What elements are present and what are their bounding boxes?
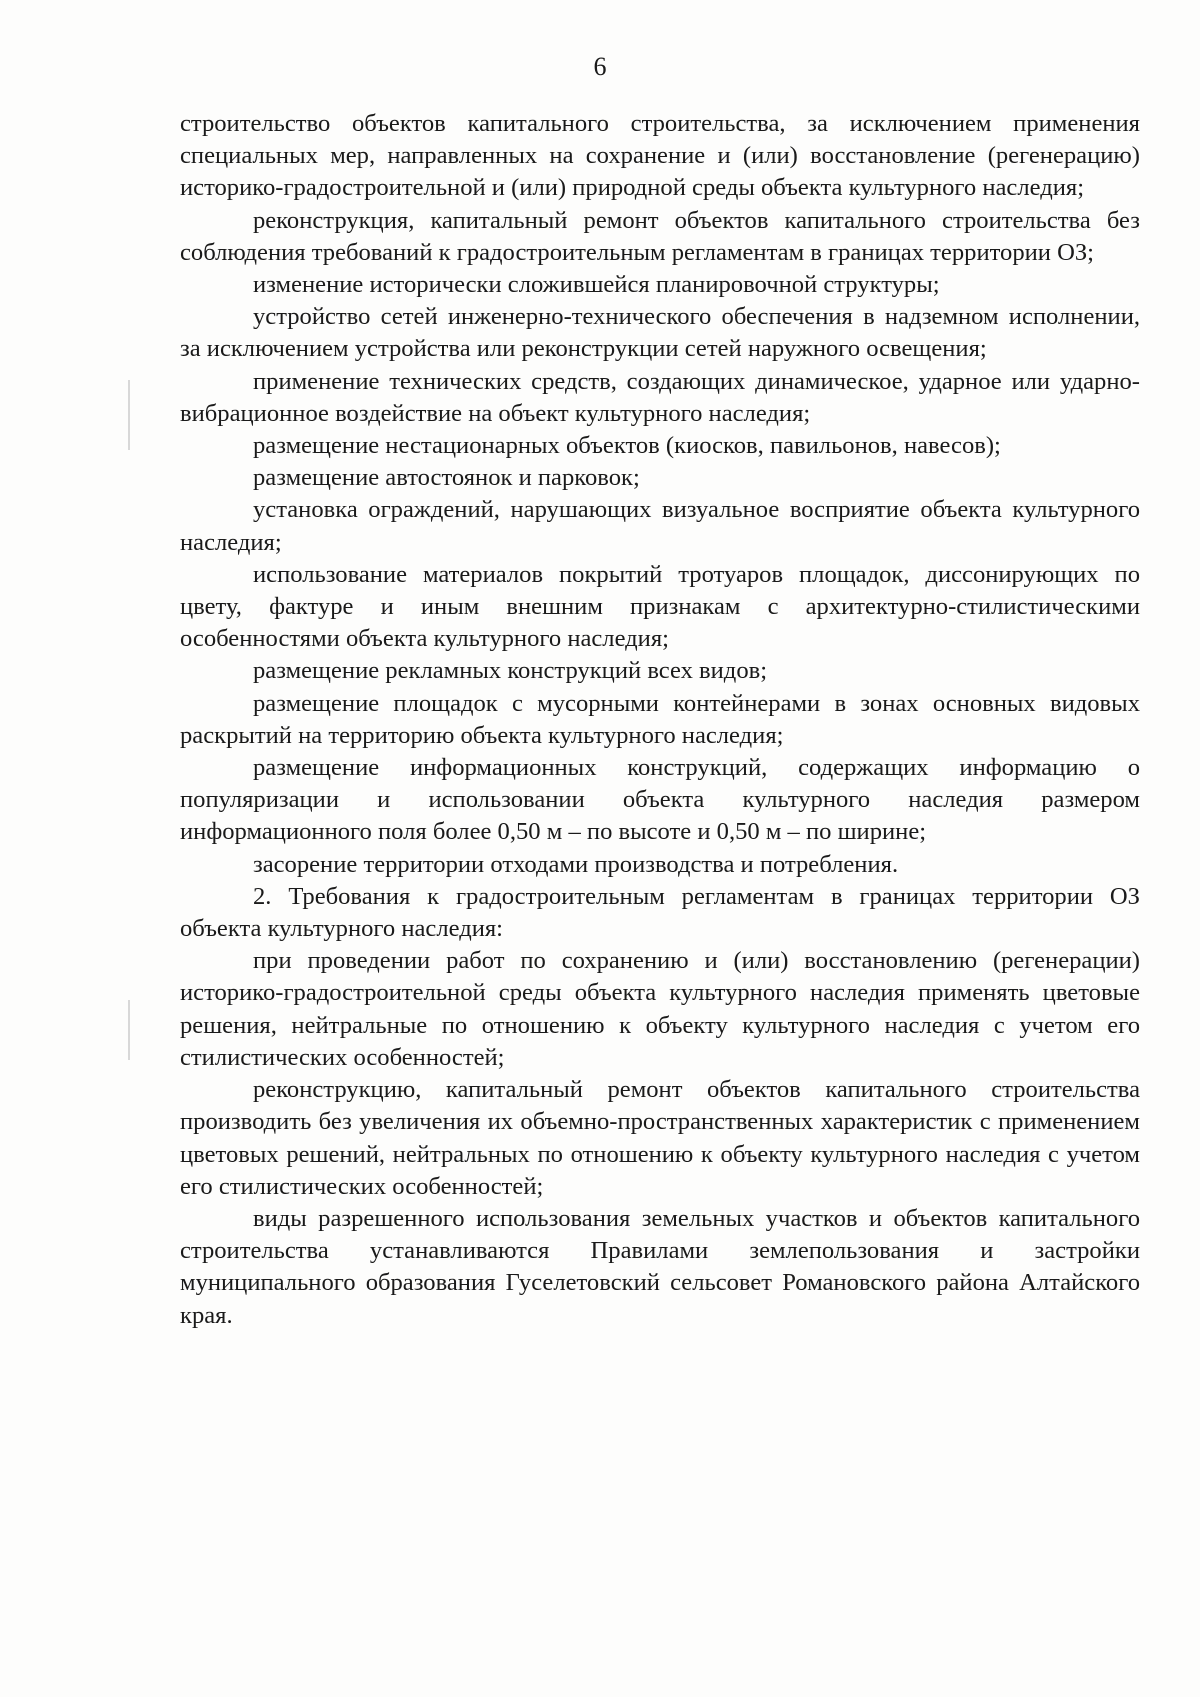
paragraph: реконструкцию, капитальный ремонт объектов капитального строительства производить без увеличения их объемно-пространственных характеристик с применением цветовых решений, нейтральных по отношению к объекту культурного наследия с учетом его стилистических особенностей; [180, 1076, 1140, 1200]
paragraph: применение технических средств, создающих динамическое, ударное или ударно-вибрационное воздействие на объект культурного наследия; [180, 367, 1140, 427]
paragraph: размещение площадок с мусорными контейнерами в зонах основных видовых раскрытий на территорию объекта культурного наследия; [180, 689, 1140, 749]
document-body [180, 108, 1140, 1332]
paragraph: использование материалов покрытий тротуаров площадок, диссонирующих по цвету, фактуре и иным внешним признакам с архитектурно-стилистическими особенностями объекта культурного наследия; [180, 560, 1140, 653]
paragraph: устройство сетей инженерно-технического обеспечения в надземном исполнении, за исключением устройства или реконструкции сетей наружного освещения; [180, 303, 1140, 363]
paragraph: изменение исторически сложившейся планировочной структуры; [253, 271, 940, 299]
scan-edge-mark [128, 380, 130, 450]
paragraph: размещение автостоянок и парковок; [253, 464, 640, 492]
paragraph: засорение территории отходами производства и потребления. [253, 850, 899, 878]
page-number: 6 [593, 52, 607, 81]
paragraph: размещение информационных конструкций, содержащих информацию о популяризации и использовании объекта культурного наследия размером информационного поля более 0,50 м – по высоте и 0,50 м – по ширине; [180, 754, 1140, 846]
scan-edge-mark [128, 1000, 130, 1060]
paragraph: при проведении работ по сохранению и (или) восстановлению (регенерации) историко-градостроительной среды объекта культурного наследия применять цветовые решения, нейтральные по отношению к объекту культурного наследия с учетом его стилистических особенностей; [180, 947, 1140, 1071]
paragraph: реконструкция, капитальный ремонт объектов капитального строительства без соблюдения требований к градостроительным регламентам в границах территории ОЗ; [180, 206, 1140, 266]
paragraph: размещение нестационарных объектов (киосков, павильонов, навесов); [253, 432, 1001, 460]
paragraph: размещение рекламных конструкций всех видов; [253, 657, 768, 685]
paragraph: виды разрешенного использования земельных участков и объектов капитального строительства устанавливаются Правилами землепользования и застройки муниципального образования Гуселетовский сельсовет Романовского района Алтайского края. [180, 1204, 1140, 1329]
paragraph: установка ограждений, нарушающих визуальное восприятие объекта культурного наследия; [180, 496, 1140, 556]
paragraph: строительство объектов капитального строительства, за исключением применения специальных мер, направленных на сохранение и (или) восстановление (регенерацию) историко-градостроительной и (или) природной среды объекта культурного наследия; [180, 110, 1140, 202]
paragraph: 2. Требования к градостроительным регламентам в границах территории ОЗ объекта культурного наследия: [180, 882, 1140, 943]
